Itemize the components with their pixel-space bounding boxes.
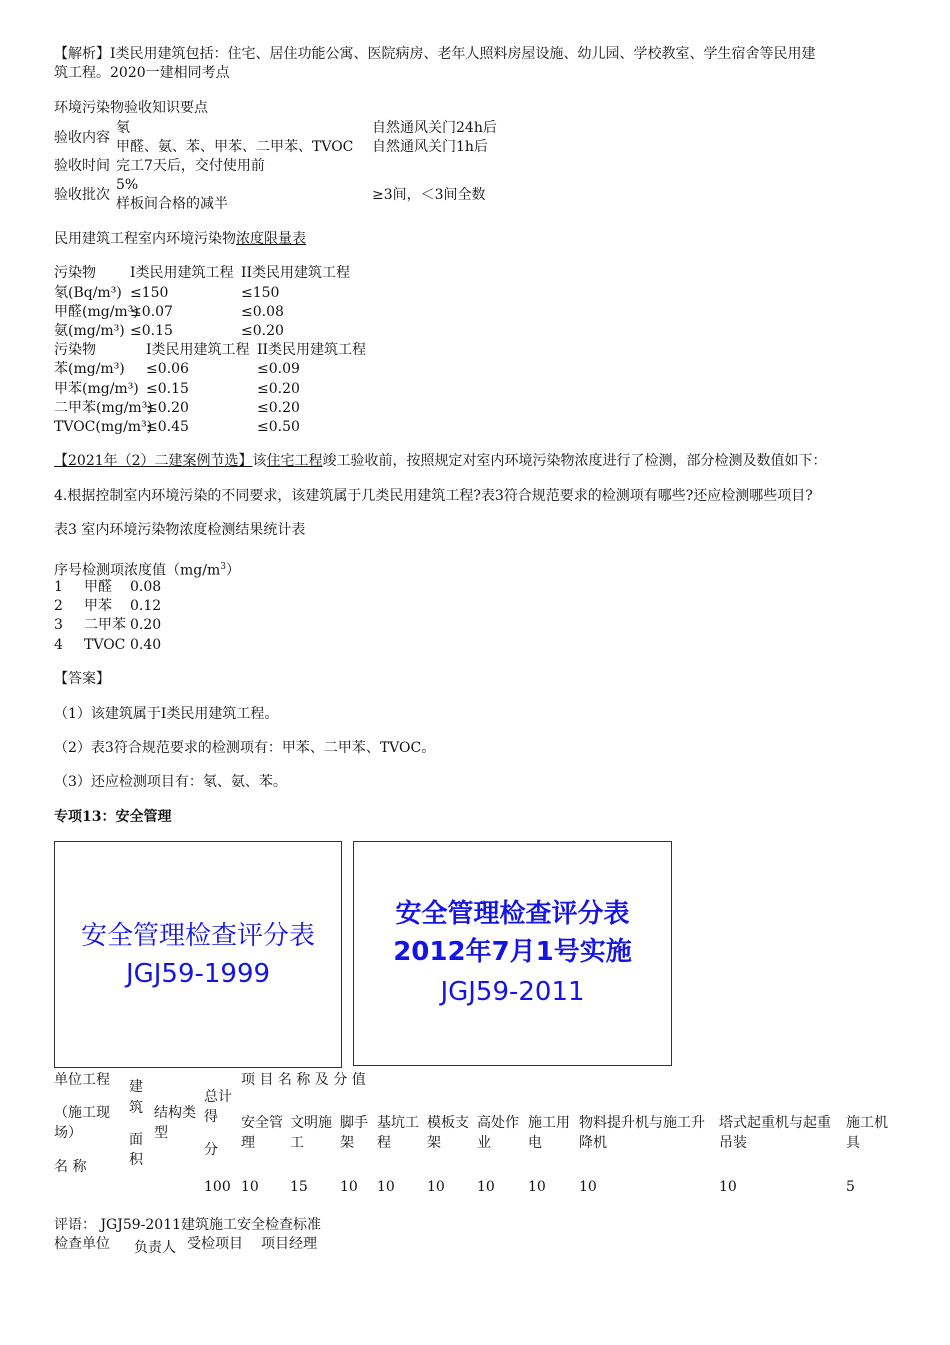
acceptance-content-line-1-right: 自然通风关门24h后	[372, 120, 497, 136]
case-row-1-item: 甲醛	[84, 579, 112, 595]
acceptance-time-label: 验收时间	[54, 158, 110, 174]
score-col-4-value: 10	[377, 1179, 395, 1195]
answer-title: 【答案】	[54, 671, 110, 687]
score-col-1-value: 10	[241, 1179, 259, 1195]
footer-inspected: 受检项目	[187, 1236, 243, 1252]
limits-row-6-col-2: ≤0.20	[146, 400, 189, 416]
score-col-8-l1: 物料提升机与施工升	[579, 1115, 705, 1131]
limits-header-2-col-2: I类民用建筑工程	[146, 342, 250, 358]
limits-title-a: 民用建筑工程室内环境污染物	[54, 231, 236, 247]
score-col-10-l1: 施工机	[846, 1115, 888, 1131]
limits-row-7-col-1: TVOC(mg/m³)	[54, 419, 153, 435]
image-right-line-3: JGJ59-2011	[440, 977, 585, 1007]
limits-header-2-col-1: 污染物	[54, 342, 96, 358]
score-col-1-l2: 理	[241, 1135, 255, 1151]
answer-item-3: （3）还应检测项目有：氡、氨、苯。	[54, 774, 287, 790]
score-area-l1: 建	[129, 1079, 143, 1095]
score-area-l4: 积	[129, 1152, 143, 1168]
section-title: 专项13：安全管理	[54, 809, 172, 825]
limits-header-1-col-2: I类民用建筑工程	[130, 265, 234, 281]
score-col-2-value: 15	[290, 1179, 308, 1195]
score-col-9-l2: 吊装	[719, 1135, 747, 1151]
image-left-line-1: 安全管理检查评分表	[80, 921, 315, 951]
limits-row-3-col-2: ≤0.15	[130, 323, 173, 339]
limits-row-4-col-3: ≤0.09	[257, 361, 300, 377]
case-row-3-no: 3	[54, 617, 63, 633]
score-area-l3: 面	[129, 1132, 143, 1148]
score-col-4-l2: 程	[377, 1135, 391, 1151]
case-row-4-no: 4	[54, 637, 63, 653]
score-col-6-l2: 业	[477, 1135, 491, 1151]
limits-title	[54, 230, 306, 248]
score-col-7-value: 10	[528, 1179, 546, 1195]
acceptance-batch-line-2: 样板间合格的减半	[116, 196, 228, 212]
acceptance-batch-right: ≥3间，＜3间全数	[372, 187, 486, 203]
image-left-line-2: JGJ59-1999	[125, 959, 271, 989]
case-intro	[54, 452, 827, 470]
limits-row-7-col-3: ≤0.50	[257, 419, 300, 435]
limits-title-b: 浓度限量表	[236, 231, 306, 247]
score-col-4-l1: 基坑工	[377, 1115, 419, 1131]
acceptance-content-line-2-right: 自然通风关门1h后	[372, 139, 488, 155]
case-text-b: 住宅工程	[266, 453, 323, 469]
score-col-9-value: 10	[719, 1179, 737, 1195]
score-col-10-value: 5	[846, 1179, 855, 1195]
case-header-close: ）	[225, 562, 240, 579]
score-col-3-value: 10	[340, 1179, 358, 1195]
footer-comment: 评语： JGJ59-2011建筑施工安全检查标准	[54, 1217, 322, 1233]
score-total-l2: 得	[204, 1109, 218, 1125]
case-row-4-value: 0.40	[130, 637, 162, 653]
case-tag: 【2021年（2）二建案例节选】	[54, 453, 253, 469]
score-col-7-l1: 施工用	[528, 1115, 570, 1131]
limits-row-5-col-2: ≤0.15	[146, 381, 189, 397]
score-col-1-l1: 安全管	[241, 1115, 283, 1131]
score-struct-l1: 结构类	[154, 1105, 196, 1121]
case-question: 4.根据控制室内环境污染的不同要求，该建筑属于几类民用建筑工程?表3符合规范要求的检测项有哪些?还应检测哪些项目?	[54, 488, 813, 504]
limits-row-4-col-2: ≤0.06	[146, 361, 189, 377]
case-text-c: 竣工验收前，按照规定对室内环境污染物浓度进行了检测，部分检测及数值如下：	[322, 453, 827, 469]
case-row-2-item: 甲苯	[84, 598, 112, 614]
case-row-3-item: 二甲苯	[84, 617, 126, 633]
limits-row-2-col-2: ≤0.07	[130, 304, 173, 320]
footer-check-unit: 检查单位	[54, 1236, 110, 1252]
score-area-l2: 筑	[129, 1100, 143, 1116]
case-row-4-item: TVOC	[84, 637, 126, 653]
intro-line-1: 【解析】I类民用建筑包括：住宅、居住功能公寓、医院病房、老年人照料房屋设施、幼儿园、学校教室、学生宿舍等民用建	[54, 46, 816, 62]
score-total-l3: 分	[204, 1142, 218, 1158]
case-table-title: 表3 室内环境污染物浓度检测结果统计表	[54, 522, 306, 538]
limits-header-1-col-3: II类民用建筑工程	[241, 265, 351, 281]
limits-row-2-col-1: 甲醛(mg/m³)	[54, 304, 139, 320]
score-col-10-l2: 具	[846, 1135, 860, 1151]
score-col-8-l2: 降机	[579, 1135, 607, 1151]
case-row-3-value: 0.20	[130, 617, 162, 633]
limits-row-3-col-1: 氨(mg/m³)	[54, 323, 125, 339]
limits-header-1-col-1: 污染物	[54, 265, 96, 281]
limits-row-5-col-1: 甲苯(mg/m³)	[54, 381, 139, 397]
footer-manager: 项目经理	[261, 1236, 317, 1252]
score-struct-l2: 型	[154, 1125, 168, 1141]
case-text-a: 该	[252, 453, 267, 469]
limits-row-3-col-3: ≤0.20	[241, 323, 284, 339]
answer-item-1: （1）该建筑属于I类民用建筑工程。	[54, 706, 279, 722]
case-row-2-no: 2	[54, 598, 63, 614]
score-col-2-l2: 工	[290, 1135, 304, 1151]
score-unit-l1: 单位工程	[54, 1072, 110, 1088]
score-unit-l4: 名 称	[54, 1159, 87, 1175]
image-right-line-1: 安全管理检查评分表	[395, 899, 630, 929]
acceptance-time-value: 完工7天后，交付使用前	[116, 158, 265, 174]
acceptance-title: 环境污染物验收知识要点	[54, 100, 208, 116]
score-col-6-value: 10	[477, 1179, 495, 1195]
score-col-6-l1: 高处作	[477, 1115, 519, 1131]
score-project-header: 项 目 名 称 及 分 值	[241, 1072, 366, 1088]
case-table-header	[54, 558, 240, 580]
score-total-l1: 总计	[204, 1089, 232, 1105]
score-col-5-value: 10	[427, 1179, 445, 1195]
footer-responsible: 负责人	[134, 1240, 176, 1256]
case-row-2-value: 0.12	[130, 598, 162, 614]
limits-row-1-col-1: 氡(Bq/m³)	[54, 285, 122, 301]
case-row-1-value: 0.08	[130, 579, 162, 595]
limits-row-1-col-3: ≤150	[241, 285, 280, 301]
score-col-8-value: 10	[579, 1179, 597, 1195]
score-col-3-l2: 架	[340, 1135, 354, 1151]
acceptance-batch-label: 验收批次	[54, 187, 110, 203]
limits-row-6-col-3: ≤0.20	[257, 400, 300, 416]
score-unit-l2: （施工现	[54, 1105, 110, 1121]
limits-row-1-col-2: ≤150	[130, 285, 169, 301]
score-total-value: 100	[204, 1179, 231, 1195]
score-col-5-l1: 模板支	[427, 1115, 469, 1131]
case-header-item: 检测项	[82, 562, 124, 579]
case-header-sup: 3	[220, 562, 226, 572]
score-col-2-l1: 文明施	[290, 1115, 332, 1131]
acceptance-content-line-2: 甲醛、氨、苯、甲苯、二甲苯、TVOC	[116, 139, 354, 155]
intro-line-2: 筑工程。2020一建相同考点	[54, 65, 230, 81]
score-col-9-l1: 塔式起重机与起重	[719, 1115, 831, 1131]
score-col-5-l2: 架	[427, 1135, 441, 1151]
limits-header-2-col-3: II类民用建筑工程	[257, 342, 367, 358]
limits-row-4-col-1: 苯(mg/m³)	[54, 361, 125, 377]
acceptance-batch-line-1: 5%	[116, 177, 139, 193]
score-unit-l3: 场）	[54, 1125, 82, 1141]
score-col-7-l2: 电	[528, 1135, 542, 1151]
limits-row-6-col-1: 二甲苯(mg/m³)	[54, 400, 153, 416]
standard-1999-image	[54, 841, 342, 1068]
acceptance-content-line-1: 氡	[116, 120, 130, 136]
limits-row-7-col-2: ≤0.45	[146, 419, 189, 435]
standard-2011-image	[353, 841, 672, 1066]
case-header-value: 浓度值（mg/m	[124, 562, 221, 579]
limits-row-5-col-3: ≤0.20	[257, 381, 300, 397]
answer-item-2: （2）表3符合规范要求的检测项有：甲苯、二甲苯、TVOC。	[54, 740, 436, 756]
case-row-1-no: 1	[54, 579, 63, 595]
image-right-line-2: 2012年7月1号实施	[393, 937, 632, 967]
limits-row-2-col-3: ≤0.08	[241, 304, 284, 320]
score-col-3-l1: 脚手	[340, 1115, 368, 1131]
case-header-no: 序号	[54, 562, 82, 579]
acceptance-content-label: 验收内容	[54, 130, 110, 146]
